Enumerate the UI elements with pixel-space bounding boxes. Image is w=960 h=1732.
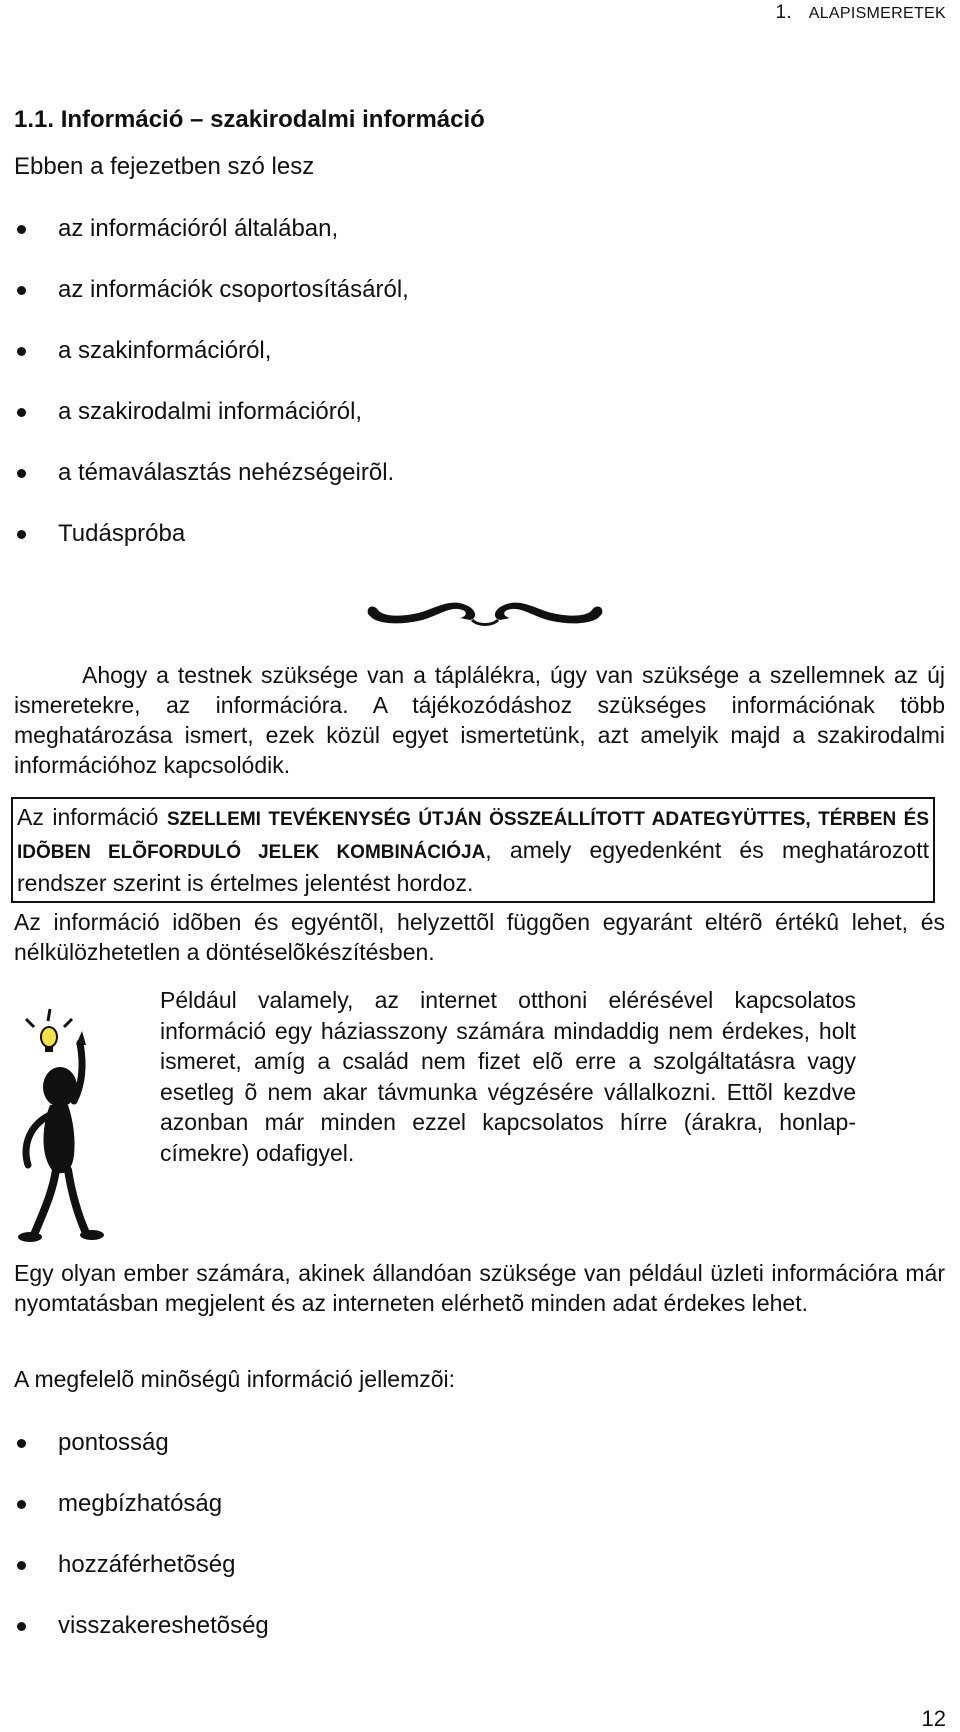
quality-intro: A megfelelõ minõségû információ jellemzõi:: [14, 1366, 456, 1392]
chapter-title: ALAPISMERETEK: [808, 5, 946, 22]
bullet-icon: [17, 1439, 26, 1448]
bullet-icon: [17, 530, 26, 539]
section-title: 1.1. Információ – szakirodalmi információ: [14, 106, 485, 133]
qualities-list: [14, 1428, 944, 1672]
list-item: a szakirodalmi információról,: [14, 397, 944, 427]
bullet-icon: [17, 347, 26, 356]
list-item: a szakinformációról,: [14, 336, 944, 366]
list-item: Tudáspróba: [14, 519, 944, 549]
definition-tail: , amely egyedenként és meghatározott rendszer szerint is értelmes jelentést hordoz.: [17, 837, 929, 896]
definition-box: [11, 797, 935, 903]
list-item: pontosság: [14, 1428, 944, 1458]
section-intro: Ebben a fejezetben szó lesz: [14, 153, 315, 180]
list-item: az információról általában,: [14, 214, 944, 244]
list-item: az információk csoportosításáról,: [14, 275, 944, 305]
page-number: 12: [921, 1706, 946, 1731]
intro-paragraph: Ahogy a testnek szüksége van a táplálékra, úgy van szüksége a szellemnek az új ismeretekre, az információra. A tájékozódáshoz szükséges információnak több meghatározása ismert, ezek közül egyet ismertetünk, azt amelyik majd a szakirodalmi információhoz kapcsolódik.: [14, 662, 945, 778]
bullet-icon: [17, 1561, 26, 1570]
running-header: [776, 2, 946, 24]
list-item: a témaválasztás nehézségeirõl.: [14, 458, 944, 488]
decorative-flourish-icon: [360, 592, 610, 632]
topics-list: [14, 214, 944, 580]
idea-lightbulb-person-icon: [12, 1005, 152, 1245]
bullet-icon: [17, 408, 26, 417]
list-item: visszakereshetõség: [14, 1611, 944, 1641]
example-paragraph: Például valamely, az internet otthoni elérésével kapcsolatos információ egy háziasszony számára mindaddig nem érdekes, holt ismeret, amíg a család nem fizet elõ erre a szolgáltatásra vagy esetleg õ nem akar távmunka végzésére vállalkozni. Ettõl kezdve azonban már minden ezzel kapcsolatos hírre (árakra, honlap-címekre) odafigyel.: [160, 987, 856, 1166]
chapter-number: 1.: [775, 2, 792, 23]
definition-emphasis: SZELLEMI TEVÉKENYSÉG ÚTJÁN ÖSSZEÁLLÍTOTT ADATEGYÜTTES, TÉRBEN ÉS IDÕBEN ELÕFORDULÓ JELEK KOMBINÁCIÓJA: [17, 809, 929, 863]
value-paragraph: Az információ idõben és egyéntõl, helyzettõl függõen egyaránt eltérõ értékû lehet, és nélkülözhetetlen a döntéselõkészítésben.: [14, 909, 945, 965]
bullet-icon: [17, 469, 26, 478]
bullet-icon: [17, 1500, 26, 1509]
bullet-icon: [17, 1622, 26, 1631]
list-item: megbízhatóság: [14, 1489, 944, 1519]
business-paragraph: Egy olyan ember számára, akinek állandóan szüksége van például üzleti információra már nyomtatásban megjelent és az interneten elérhetõ minden adat érdekes lehet.: [14, 1260, 945, 1316]
list-item: hozzáférhetõség: [14, 1550, 944, 1580]
definition-lead: Az információ: [17, 804, 167, 830]
bullet-icon: [17, 225, 26, 234]
bullet-icon: [17, 286, 26, 295]
